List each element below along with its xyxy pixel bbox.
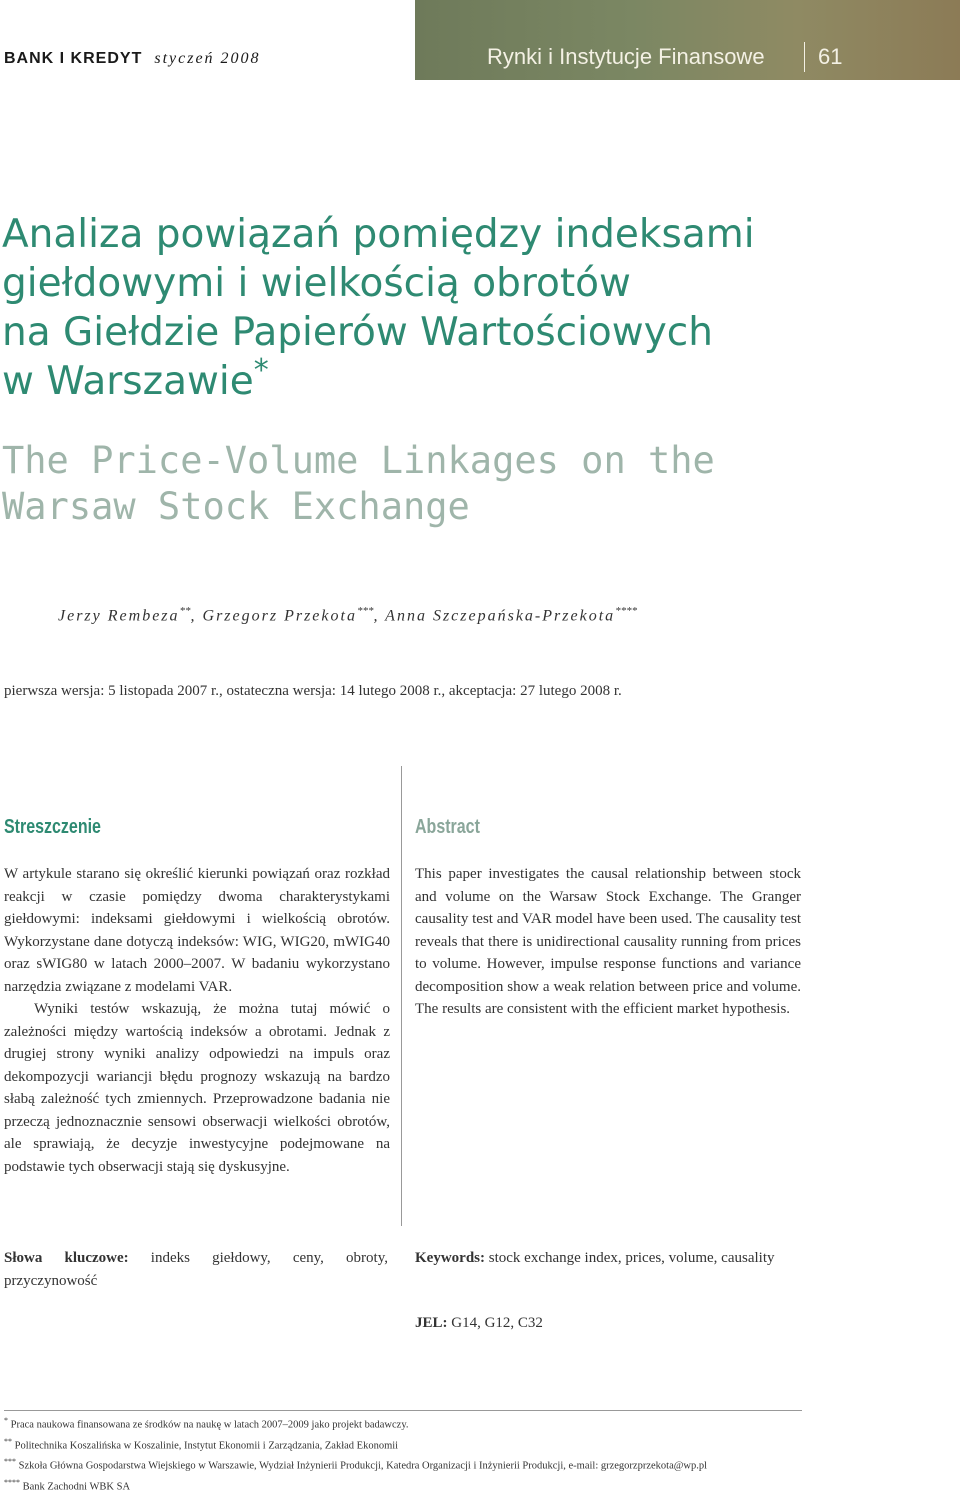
title-pl-line: Analiza powiązań pomiędzy indeksami (2, 210, 932, 259)
footnote-marker: * (4, 1416, 8, 1425)
page-number: 61 (818, 44, 842, 70)
footnote-rule (4, 1410, 802, 1411)
title-pl-line: na Giełdzie Papierów Wartościowych (2, 308, 932, 357)
abstract-heading: Abstract (415, 815, 724, 839)
footnote-text: Praca naukowa finansowana ze środków na naukę w latach 2007–2009 jako projekt badawczy. (11, 1420, 409, 1431)
author-marker[interactable]: **** (615, 605, 637, 617)
footnote (4, 1413, 954, 1434)
section-name: Rynki i Instytucje Finansowe (487, 44, 765, 70)
title-en-line: Warsaw Stock Exchange (2, 484, 932, 530)
jel-label: JEL: (415, 1315, 448, 1331)
keywords-polish (4, 1247, 388, 1292)
footnote-text: Politechnika Koszalińska w Koszalinie, Instytut Ekonomii i Zarządzania, Zakład Ekonomii (15, 1440, 398, 1451)
header-divider (804, 42, 805, 72)
keywords-pl-text: indeks giełdowy, ceny, obroty, przyczynowość (4, 1250, 388, 1289)
journal-name: BANK I KREDYT (4, 50, 142, 67)
jel-codes (415, 1315, 543, 1332)
footnote-marker: *** (4, 1457, 16, 1466)
footnote-marker: ** (4, 1437, 12, 1446)
title-english (2, 438, 932, 530)
title-pl-line (2, 357, 932, 406)
title-pl-line: giełdowymi i wielkością obrotów (2, 259, 932, 308)
keywords-english (415, 1247, 801, 1270)
footnote (4, 1475, 954, 1495)
keywords-pl-label: Słowa kluczowe: (4, 1250, 129, 1266)
author-marker[interactable]: ** (180, 605, 191, 617)
issue-date: styczeń 2008 (154, 50, 260, 67)
keywords-en-label: Keywords: (415, 1250, 485, 1266)
submission-dates: pierwsza wersja: 5 listopada 2007 r., ostateczna wersja: 14 lutego 2008 r., akceptacja: 27 lutego 2008 r. (4, 683, 622, 700)
footnote-text: Szkoła Główna Gospodarstwa Wiejskiego w Warszawie, Wydział Inżynierii Produkcji, Katedra Organizacji i Inżynierii Produkcji, e-mail: grzegorzprzekota@wp.pl (19, 1461, 707, 1472)
title-polish (2, 210, 932, 406)
footnote (4, 1454, 954, 1475)
author-list: Jerzy Rembeza**, Grzegorz Przekota***, Anna Szczepańska-Przekota**** (58, 605, 637, 625)
author-name: Jerzy Rembeza (58, 607, 180, 624)
streszczenie-paragraph: W artykule starano się określić kierunki powiązań oraz rozkład reakcji w czasie pomiędzy dwoma charakterystykami giełdowymi: indeksami giełdowymi i wielkością obrotów. Wykorzystane dane dotyczą indeksów: WIG, WIG20, mWIG40 oraz sWIG80 w latach 2000–2007. W badaniu wykorzystano narzędzia związane z modelami VAR. (4, 863, 390, 998)
title-pl-last: w Warszawie (2, 359, 254, 404)
streszczenie-paragraph: Wyniki testów wskazują, że można tutaj mówić o zależności między wartością indeksów a obrotami. Jednak z drugiej strony wyniki analizy odpowiedzi na impuls oraz dekompozycji wariancji błędu prognozy wskazują na bardzo słabą zależność tych zmiennych. Przeprowadzone badania nie przeczą jednoznacznie sensowi obserwacji wielkości obrotów, ale sprawiają, że decyzje inwestycyjne podejmowane na podstawie tych obserwacji stają się dyskusyjne. (4, 998, 390, 1178)
footnote-text: Bank Zachodni WBK SA (23, 1481, 130, 1492)
jel-text: G14, G12, C32 (451, 1315, 543, 1331)
abstract-section (415, 815, 801, 1021)
author-marker[interactable]: *** (357, 605, 374, 617)
footnotes (4, 1413, 954, 1495)
keywords-en-text: stock exchange index, prices, volume, causality (489, 1250, 775, 1266)
author-name: Grzegorz Przekota (203, 607, 357, 624)
footnote (4, 1434, 954, 1455)
author-name: Anna Szczepańska-Przekota (385, 607, 615, 624)
abstract-paragraph: This paper investigates the causal relationship between stock and volume on the Warsaw Stock Exchange. The Granger causality test and VAR model have been used. The causality test reveals that there is unidirectional causality running from prices to volume. However, impulse response functions and variance decomposition show a weak relation between price and volume. The results are consistent with the efficient market hypothesis. (415, 863, 801, 1021)
running-header-left (4, 50, 261, 68)
title-en-line: The Price-Volume Linkages on the (2, 438, 932, 484)
streszczenie-heading: Streszczenie (4, 815, 313, 839)
title-footnote-marker[interactable]: * (254, 353, 269, 388)
column-divider (401, 766, 402, 1226)
footnote-marker: **** (4, 1478, 20, 1487)
streszczenie-section (4, 815, 390, 1178)
